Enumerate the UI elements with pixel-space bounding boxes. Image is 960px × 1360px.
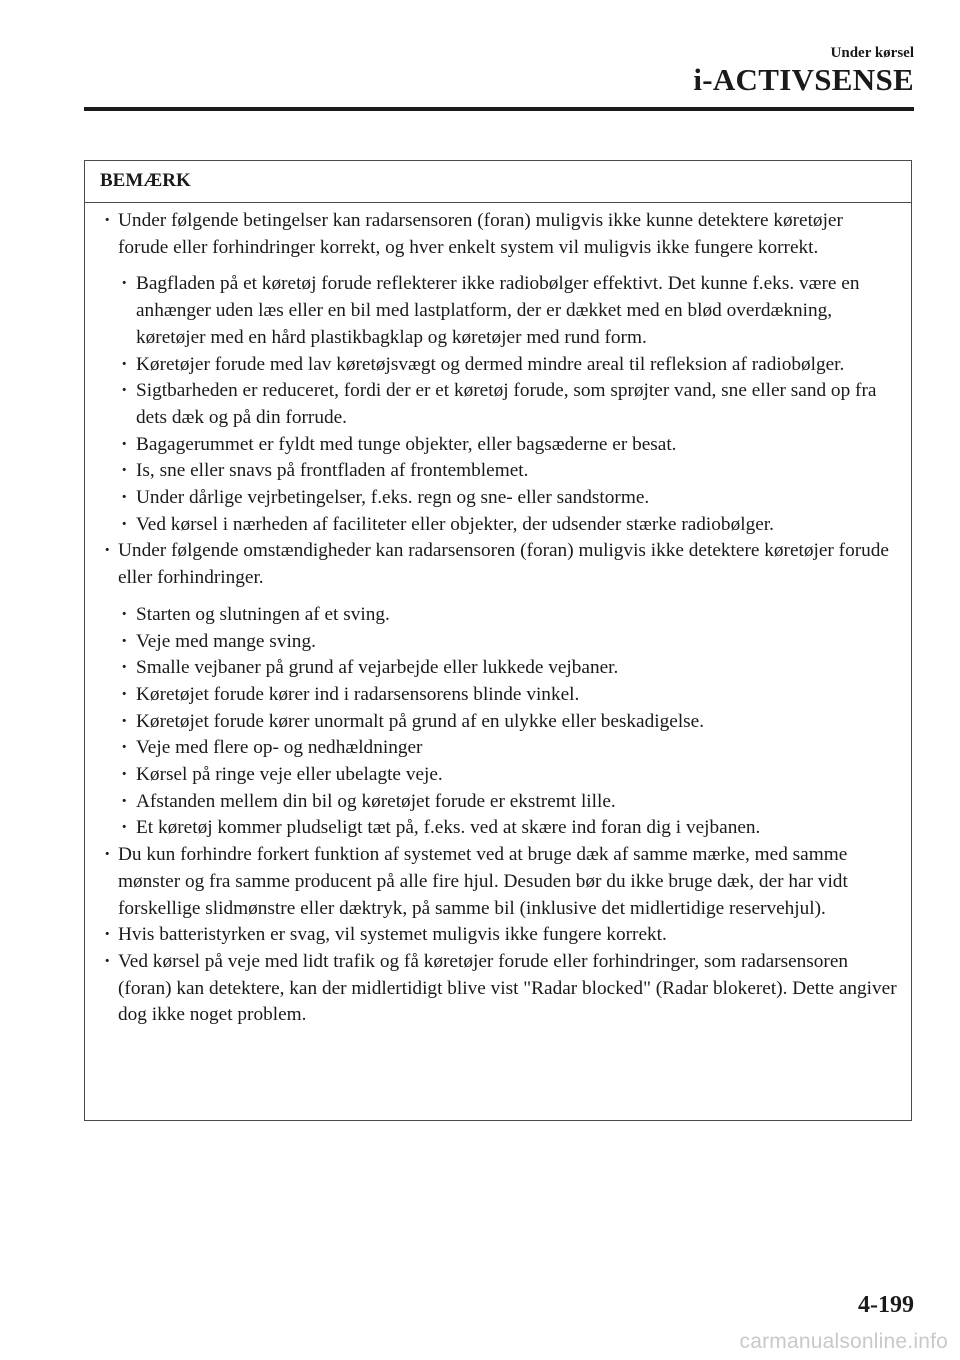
note-subitem: · Veje med mange sving. xyxy=(103,629,897,656)
note-item: · Ved kørsel på veje med lidt trafik og få køretøjer forude eller forhindringer, som radarsensoren (foran) kan detektere, kan der midlertidigt blive vist "Radar blocked" (Radar blokeret). Dette angiver dog ikke noget problem. xyxy=(103,949,897,1029)
note-subitem: · Smalle vejbaner på grund af vejarbejde eller lukkede vejbaner. xyxy=(103,655,897,682)
note-item: · Hvis batteristyrken er svag, vil systemet muligvis ikke fungere korrekt. xyxy=(103,922,897,949)
note-subitem: · Afstanden mellem din bil og køretøjet forude er ekstremt lille. xyxy=(103,789,897,816)
note-box xyxy=(84,160,912,1121)
note-subitem: · Kørsel på ringe veje eller ubelagte veje. xyxy=(103,762,897,789)
note-item: · Under følgende omstændigheder kan radarsensoren (foran) muligvis ikke detektere køretøjer forude eller forhindringer. xyxy=(103,538,897,591)
note-item: · Under følgende betingelser kan radarsensoren (foran) muligvis ikke kunne detektere køretøjer forude eller forhindringer korrekt, og hver enkelt system vil muligvis ikke fungere korrekt. xyxy=(103,208,897,261)
chapter-title: i-ACTIVSENSE xyxy=(693,62,914,97)
note-subitem: · Veje med flere op- og nedhældninger xyxy=(103,735,897,762)
note-subitem: · Køretøjer forude med lav køretøjsvægt og dermed mindre areal til refleksion af radiobølger. xyxy=(103,352,897,379)
note-subitem: · Sigtbarheden er reduceret, fordi der er et køretøj forude, som sprøjter vand, sne eller sand op fra dets dæk og på din forrude. xyxy=(103,378,897,431)
page-header xyxy=(693,44,914,98)
note-subitem: · Is, sne eller snavs på frontfladen af frontemblemet. xyxy=(103,458,897,485)
note-subitem: · Køretøjet forude kører unormalt på grund af en ulykke eller beskadigelse. xyxy=(103,709,897,736)
note-subitem: · Køretøjet forude kører ind i radarsensorens blinde vinkel. xyxy=(103,682,897,709)
note-subitem: · Starten og slutningen af et sving. xyxy=(103,602,897,629)
note-body xyxy=(85,203,911,1029)
note-sublist xyxy=(103,592,897,842)
note-item: · Du kun forhindre forkert funktion af systemet ved at bruge dæk af samme mærke, med samme mønster og fra samme producent på alle fire hjul. Desuden bør du ikke bruge dæk, der har vidt forskellige slidmønstre eller dæktryk, på samme bil (inklusive det midlertidige reservehjul). xyxy=(103,842,897,922)
header-rule xyxy=(84,107,914,111)
note-sublist xyxy=(103,261,897,538)
section-title: Under kørsel xyxy=(830,45,914,61)
watermark-text: carmanualsonline.info xyxy=(739,1330,948,1353)
note-subitem: · Et køretøj kommer pludseligt tæt på, f.eks. ved at skære ind foran dig i vejbanen. xyxy=(103,815,897,842)
note-subitem: · Bagfladen på et køretøj forude reflekterer ikke radiobølger effektivt. Det kunne f.eks. være en anhænger uden læs eller en bil med lastplatform, der er dækket med en blød overdækning, køretøjer med en hård plastikbagklap og køretøjer med rund form. xyxy=(103,271,897,351)
note-subitem: · Under dårlige vejrbetingelser, f.eks. regn og sne- eller sandstorme. xyxy=(103,485,897,512)
note-title: BEMÆRK xyxy=(85,161,911,203)
note-subitem: · Ved kørsel i nærheden af faciliteter eller objekter, der udsender stærke radiobølger. xyxy=(103,512,897,539)
note-subitem: · Bagagerummet er fyldt med tunge objekter, eller bagsæderne er besat. xyxy=(103,432,897,459)
page-number: 4-199 xyxy=(858,1292,914,1318)
